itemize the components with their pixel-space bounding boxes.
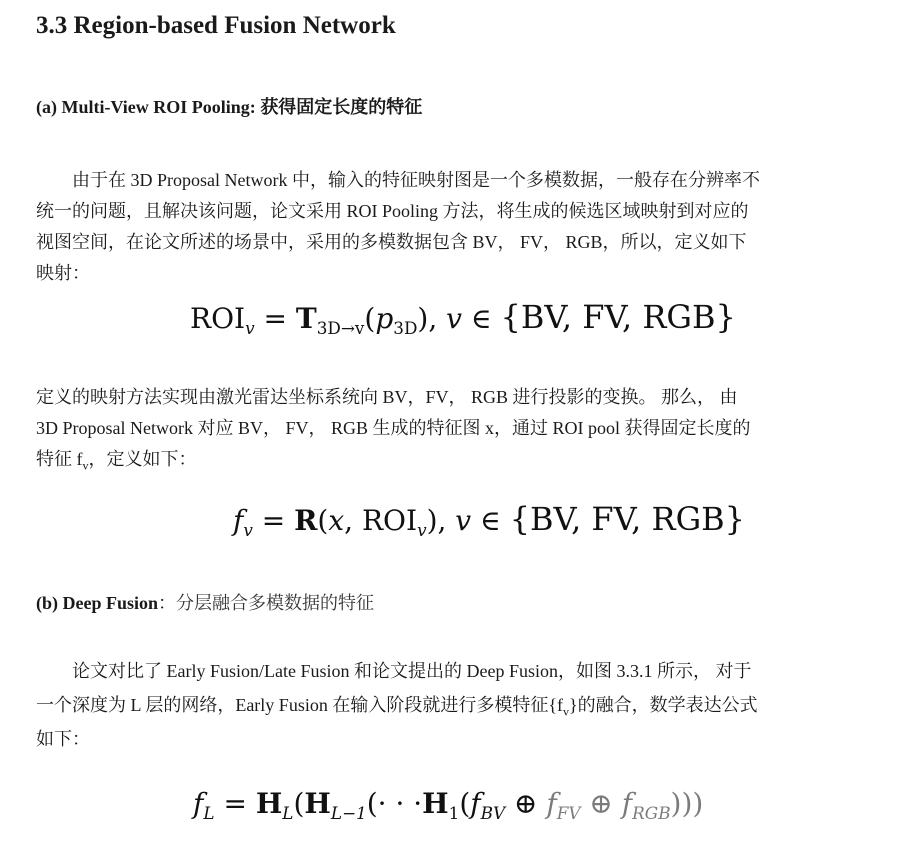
para3-line2: [36, 690, 758, 728]
eq3-lhs-sub: L: [203, 802, 215, 823]
eq3-oplus-1: ⊕: [514, 787, 538, 820]
eq1-arg: p: [375, 302, 394, 335]
equation-feature-pooling: $f_v = R(x$, $ROI_v$), v ∈ {BV, FV, RGB}: [233, 500, 745, 540]
eq3-close: ))): [670, 787, 704, 820]
section-title: Region-based Fusion Network: [73, 12, 396, 39]
equation-early-fusion: $f_L = H_L(H_{L-1}(\cdot \cdot \cdot H_1(f_{BV}$ ⊕ $f_{FV}$ ⊕ $f_{RGB}$))): [193, 787, 704, 823]
eq2-roi: ROI: [361, 504, 418, 537]
eq2-set: {BV, FV, RGB}: [509, 500, 745, 538]
equation-roi-projection: $ROI_v = T_{3D\to v}(p_{3D})$, v ∈ {BV, FV, RGB}: [190, 298, 736, 338]
para2-line3-b: ，定义如下：: [88, 449, 197, 469]
para3-line3: 如下：: [36, 729, 90, 749]
subsection-a-label: (a) Multi-View ROI Pooling:: [36, 97, 256, 117]
eq2-lhs: f: [233, 504, 244, 537]
para2-line1: 定义的映射方法实现由激光雷达坐标系统向 BV，FV， RGB 进行投影的变换。 那么， 由: [36, 387, 738, 407]
eq1-lhs-sub: v: [245, 317, 255, 338]
eq3-dots: (· · ·: [366, 787, 423, 820]
eq3-h-1: H: [422, 787, 449, 820]
para1-line2: 统一的问题，且解决该问题，论文采用 ROI Pooling 方法，将生成的候选区域映射到对应的: [36, 201, 749, 221]
eq2-x: x: [328, 504, 345, 537]
para1-line4: 映射：: [36, 263, 90, 283]
eq2-cond-var: v: [455, 504, 472, 537]
eq1-transform: T: [295, 302, 317, 335]
subsection-a-heading: [36, 93, 422, 119]
eq1-cond-var: v: [446, 302, 462, 335]
para1-line3: 视图空间，在论文所述的场景中，采用的多模数据包含 BV， FV， RGB，所以，定义如下: [36, 232, 747, 252]
para2-line3-a: 特征 f: [36, 449, 83, 469]
eq2-roi-pool-op: R: [294, 504, 318, 537]
eq3-oplus-2: ⊕: [589, 787, 613, 820]
eq3-f-bv-sub: BV: [480, 802, 506, 823]
para3-line2-sub: v: [562, 704, 569, 719]
para2-line3: [36, 444, 197, 482]
eq3-h-1-sub: 1: [448, 802, 460, 823]
eq3-lhs: f: [193, 787, 204, 820]
para2-line3-sub: v: [82, 458, 89, 473]
para3-line1: 论文对比了 Early Fusion/Late Fusion 和论文提出的 Deep Fusion，如图 3.3.1 所示， 对于: [72, 661, 752, 681]
eq1-transform-sub: 3D→v: [316, 317, 365, 338]
eq3-h-l: H: [255, 787, 283, 820]
eq1-lhs: ROI: [190, 302, 246, 335]
section-number: 3.3: [36, 12, 68, 39]
subsection-b-heading: [36, 589, 374, 615]
eq1-set: {BV, FV, RGB}: [500, 298, 736, 336]
eq2-equals: =: [261, 504, 286, 537]
eq3-h-l1-sub: L−1: [330, 802, 367, 823]
eq1-in: ∈: [470, 302, 492, 335]
eq3-f-rgb-sub: RGB: [632, 802, 671, 823]
eq2-in: ∈: [480, 504, 501, 537]
eq3-f-fv: f: [546, 787, 557, 820]
subsection-b-label-cn: 分层融合多模数据的特征: [176, 593, 375, 613]
para3-line2-a: 一个深度为 L 层的网络，Early Fusion 在输入阶段就进行多模特征{f: [36, 695, 563, 715]
eq1-equals: =: [263, 302, 287, 335]
para1-line1: 由于在 3D Proposal Network 中，输入的特征映射图是一个多模数据，一般存在分辨率不: [72, 170, 760, 190]
para3-line2-b: }的融合，数学表达公式: [568, 695, 758, 715]
subsection-a-label-cn: 获得固定长度的特征: [260, 97, 423, 117]
eq1-arg-sub: 3D: [393, 317, 418, 338]
eq2-lhs-sub: v: [243, 519, 253, 540]
eq3-f-bv: f: [470, 787, 481, 820]
subsection-b-colon: ：: [158, 593, 177, 613]
section-heading: [36, 12, 396, 40]
subsection-b-label: (b) Deep Fusion: [36, 593, 159, 613]
eq3-h-l-sub: L: [282, 802, 294, 823]
eq3-equals: =: [223, 787, 247, 820]
eq2-roi-sub: v: [417, 519, 427, 540]
eq3-f-rgb: f: [621, 787, 633, 820]
eq3-h-l1: H: [304, 787, 331, 820]
eq3-f-fv-sub: FV: [556, 802, 581, 823]
para2-line2: 3D Proposal Network 对应 BV， FV， RGB 生成的特征图 x，通过 ROI pool 获得固定长度的: [36, 418, 751, 438]
